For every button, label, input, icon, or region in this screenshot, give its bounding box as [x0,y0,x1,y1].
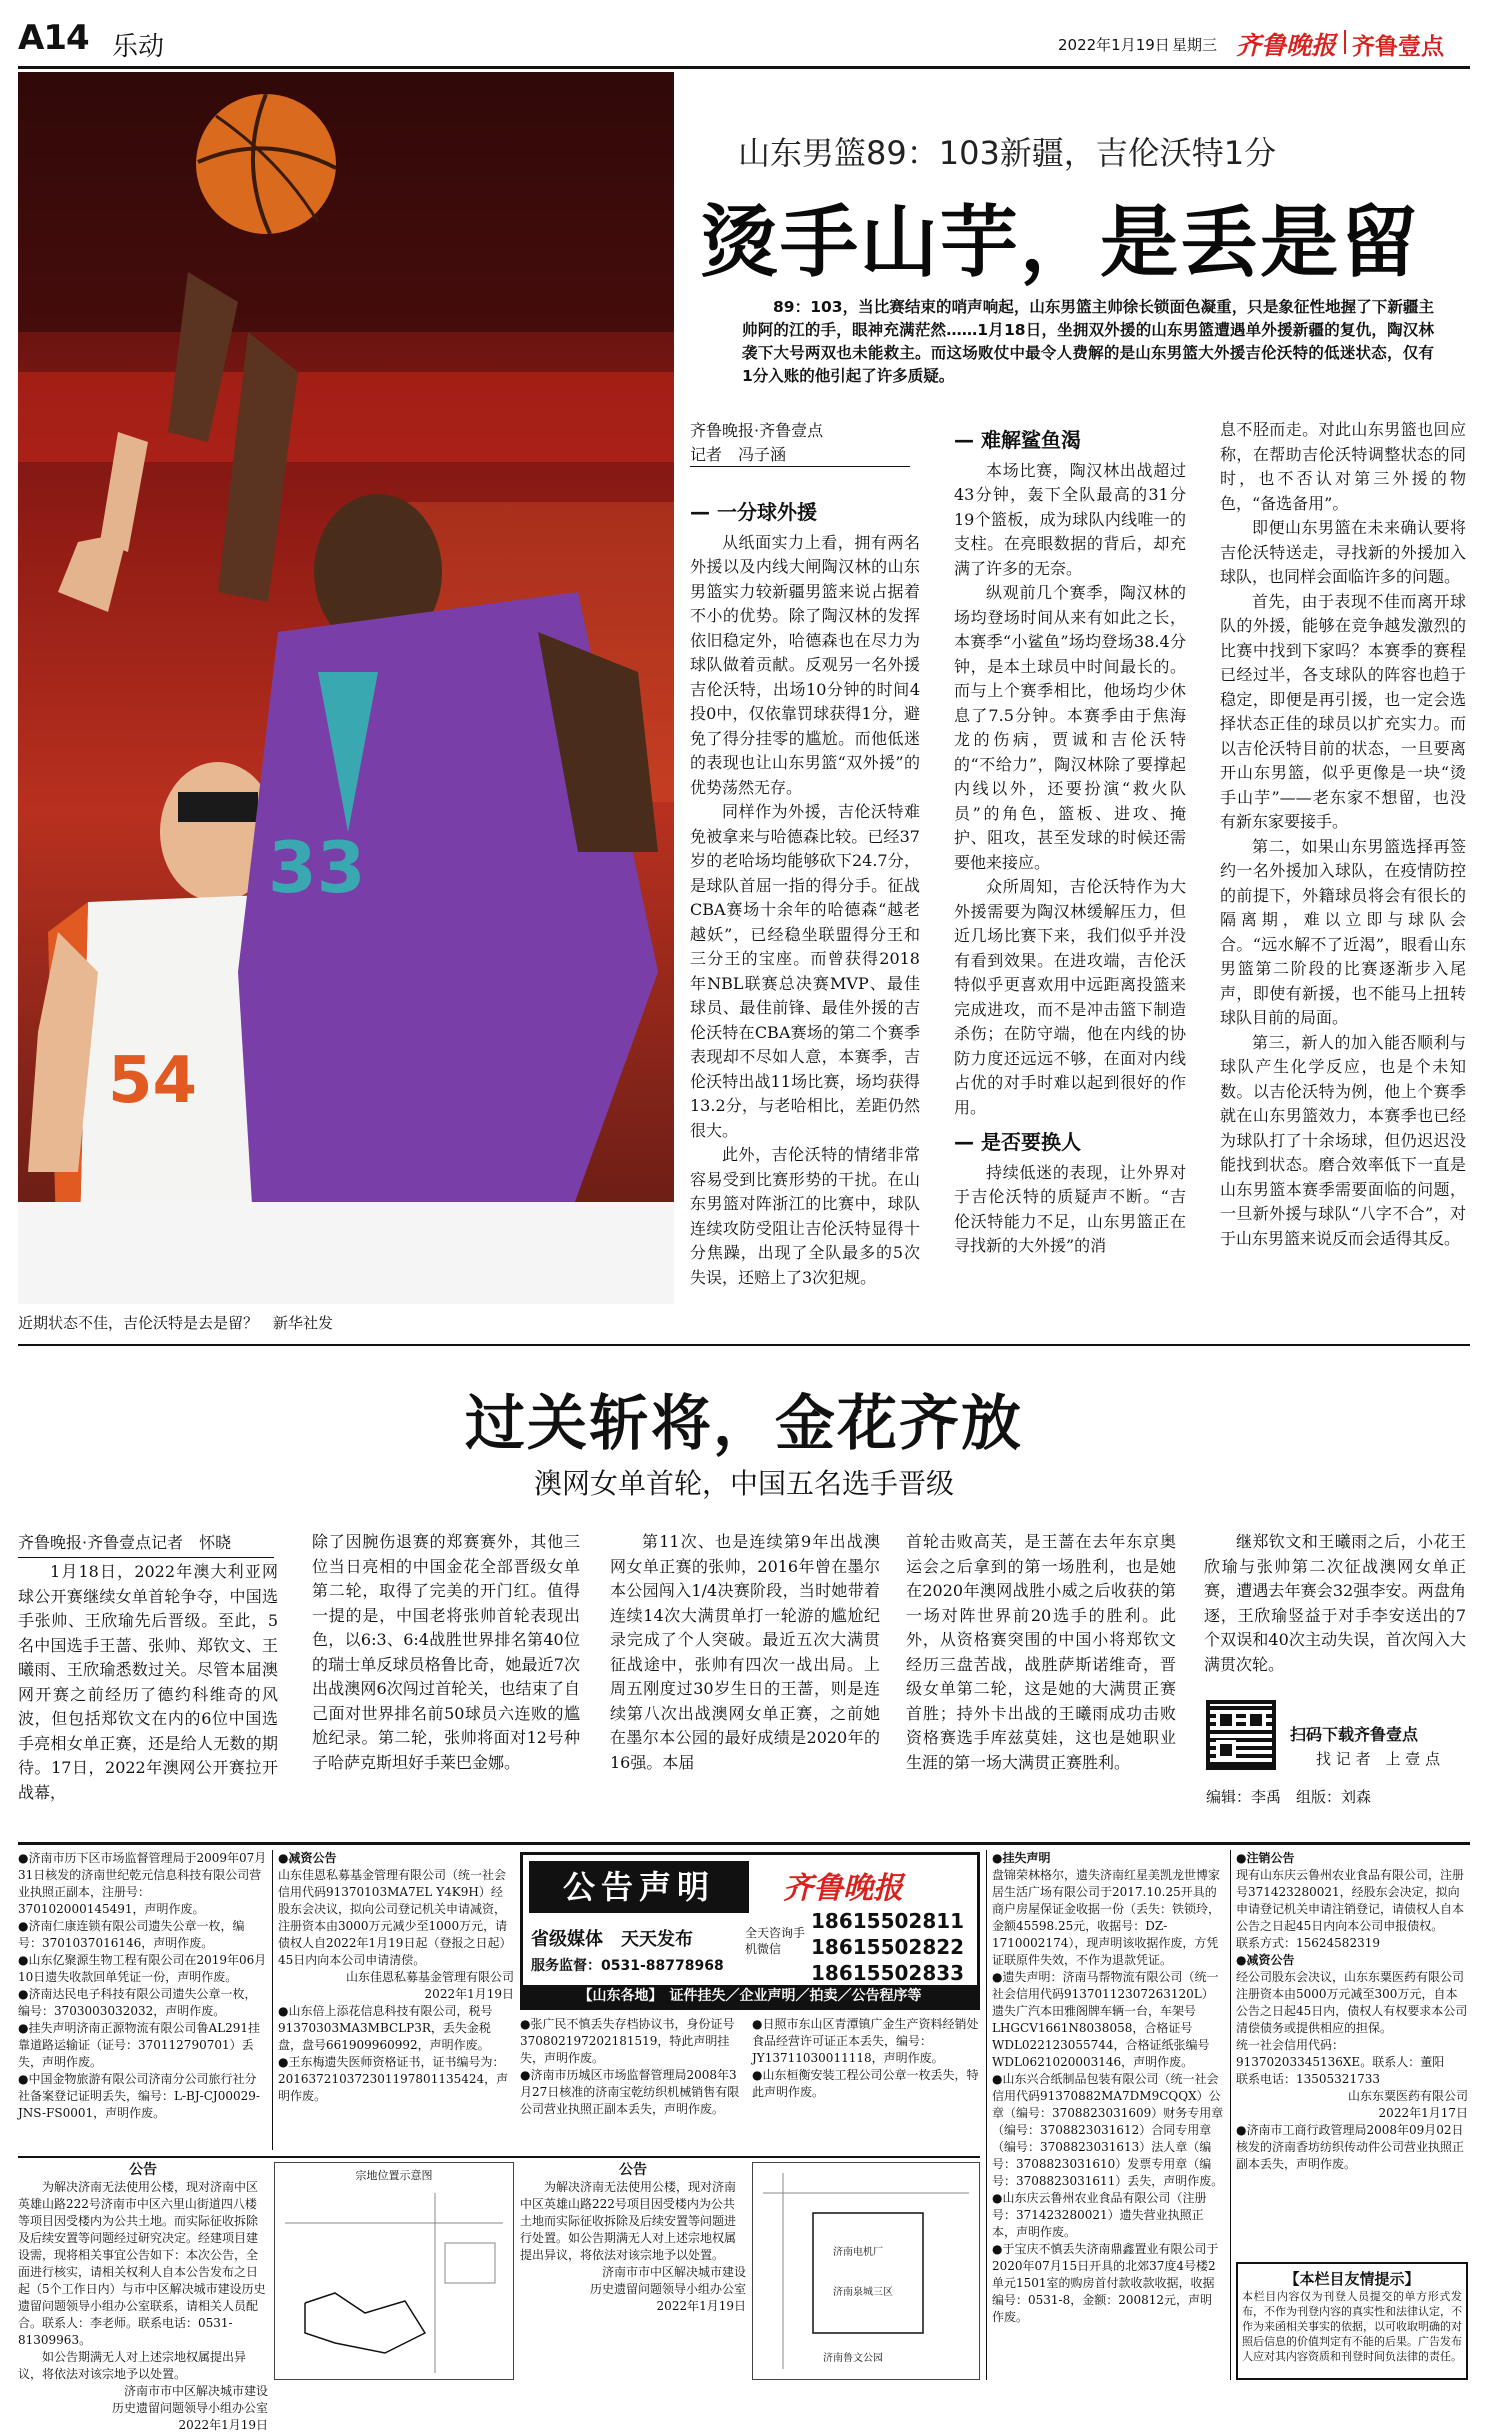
ad-item: 山东东粟医药有限公司 [1347,2089,1468,2103]
basketball-scene [18,72,674,1304]
notice-left-text [18,2162,268,2432]
ad-column-center-2 [752,2016,980,2150]
paragraph: 持续低迷的表现，让外界对于吉伦沃特的质疑声不断。“吉伦沃特能力不足，山东男篮正在寻找新的大外援”的消 [954,1162,1186,1255]
ad-item: ●遗失声明：济南马帮物流有限公司（统一社会信用代码91370112307263120L）遗失广汽本田雅阁牌车辆一台，车架号LHGCV1661N8038058，合格证号WDL022123055744，合格证纸张编号WDL0621020003146，声明作废。 [992,1970,1219,2069]
ad-item: ●挂失声明济南正源物流有限公司鲁AL291挂靠道路运输证（证号：370112790701）丢失，声明作废。 [18,2021,261,2069]
paragraph: 纵观前几个赛季，陶汉林的场均登场时间从来有如此之长，本赛季“小鲨鱼”场均登场38.4分钟，是本土球员中时间最长的。而与上个赛季相比，他场均少休息了7.5分钟。本赛季由于焦海龙的伤病，贾诚和吉伦沃特的“不给力”，陶汉林除了要撑起内线以外，还要扮演“救火队员”的角色，篮板、进攻、掩护、阻攻，甚至发球的时候还需要他来接应。 [954,583,1186,872]
ad-item: 2022年1月19日 [424,1987,514,2001]
story2-col-4 [906,1530,1176,1850]
photo-caption: 近期状态不佳，吉伦沃特是去是留？ 新华社发 [18,1314,334,1332]
ad-column-right-1 [992,1850,1224,2380]
ad-phone[interactable]: 18615502822 [811,1935,965,1959]
notice-sign: 历史遗留问题领导小组办公室 [111,2401,268,2415]
site-plan-drawing [753,2163,979,2379]
ad-heading: ●减资公告 [1236,1953,1295,1967]
story2-col-3 [610,1530,880,1850]
friendly-notice-title: 【本栏目友情提示】 [1284,2270,1420,2288]
ad-item: ●日照市东山区青潭镇广金生产资料经销处食品经营许可证正本丢失，编号：JY13711030011118，声明作废。 [752,2017,979,2065]
paragraph: 第二，如果山东男篮选择再签约一名外援加入球队，在疫情防控的前提下，外籍球员将会有很长的隔离期，难以立即与球队会合。“远水解不了近渴”，眼看山东男篮第二阶段的比赛逐渐步入尾声，即使有新援，也不能马上扭转球队目前的局面。 [1220,836,1466,1027]
paragraph: 息不胫而走。对此山东男篮也回应称，在帮助吉伦沃特调整状态的同时，也不否认对第三外援的物色，“备选备用”。 [1220,420,1466,513]
paragraph: 同样作为外援，吉伦沃特难免被拿来与哈德森比较。已经37岁的老哈场均能够砍下24.7分，是球队首屈一指的得分手。征战CBA赛场十余年的哈德森“越老越妖”，已经稳坐联盟得分王和三分王的宝座。而曾获得2018年NBL联赛总决赛MVP、最佳球员、最佳前锋、最佳外援的吉伦沃特在CBA赛场的第二个赛季表现却不尽如人意，本赛季，吉伦沃特出战11场比赛，场均获得13.2分，与老哈相比，差距仍然很大。 [690,802,920,1140]
map-title: 宗地位置示意图 [355,2169,433,2182]
site-map-right [752,2162,980,2380]
story2-byline: 齐鲁晚报·齐鲁壹点记者 怀晓 [18,1530,274,1558]
ad-divider [1230,1850,1231,2380]
ad-box-tagline: 省级媒体 天天发布 [531,1929,693,1950]
ad-heading: ●挂失声明 [992,1851,1051,1865]
ad-item: ●王东梅遗失医师资格证书，证书编号为：201637210372301197801135424，声明作废。 [278,2055,509,2103]
qr-subcaption: 找 记 者 上 壹 点 [1316,1750,1441,1768]
subhead-1: — 一分球外援 [690,500,920,525]
site-plan-drawing [275,2183,513,2379]
ad-item: 统一社会信用代码：91370203345136XE。联系人：董阳 联系电话：13505321733 [1236,2038,1457,2086]
notice-body: 为解决济南无法使用公楼，现对济南中区英雄山路222号济南市中区六里山街道四八楼等项目因受楼内为公共土地。而实际征收拆除及后续安置等问题经过研究决定。经建项目建设需，现将相关事宜公告如下：本次公告，全面进行核实，请相关权利人自本公告发布之日起（5个工作日内）与市中区解决城市建设历史遗留问题领导小组办公室联系，请相关人员配合。联系人：李老师。联系电话：0531-81309963。 [18,2180,266,2347]
notice-date: 2022年1月19日 [178,2418,268,2432]
ad-heading: ●注销公告 [1236,1851,1295,1865]
subhead-2: — 难解鲨鱼渴 [954,428,1186,453]
ads-top-rule [18,1842,1470,1845]
ad-item: 2022年1月17日 [1378,2106,1468,2120]
ad-divider [272,1850,273,2150]
story2-col-1 [18,1560,278,1850]
svg-text:54: 54 [108,1044,198,1118]
ad-box-title: 公告声明 [529,1861,749,1913]
brand-logo: 齐鲁晚报 [1236,31,1337,60]
ad-item: ●中国金物旅游有限公司济南分公司旅行社分社备案登记证明丢失，编号：L-BJ-CJ00029-JNS-FS0001，声明作废。 [18,2072,260,2120]
ad-item: 经公司股东会决议，山东东粟医药有限公司注册资本由5000万元减至300万元，自本公告之日起45日内，债权人有权要求本公司清偿债务或提供相应的担保。 [1236,1970,1468,2035]
notice-date: 2022年1月19日 [656,2299,746,2313]
paragraph: 首先，由于表现不佳而离开球队的外援，能够在竞争越发激烈的比赛中找到下家吗？本赛季的赛程已经过半，各支球队的阵容也趋于稳定，即便是再引援，也一定会选择状态正佳的球员以扩充实力。而以吉伦沃特目前的状态，一旦要离开山东男篮，似乎更像是一块“烫手山芋”——老东家不想留，也没有新东家要接手。 [1220,591,1466,831]
notice-sign: 济南市市中区解决城市建设 [123,2384,268,2398]
friendly-notice [1236,2262,1468,2380]
qr-caption: 扫码下载齐鲁壹点 [1290,1725,1419,1744]
story2-col-2 [312,1530,580,1850]
story-source: 齐鲁晚报·齐鲁壹点 [690,421,824,440]
ad-box-footer: 【山东各地】 证件挂失／企业声明／拍卖／公告程序等 [523,1985,977,2007]
notice-top-rule [18,2156,980,2158]
ad-item: ●于宝庆不慎丢失济南鼎鑫置业有限公司于2020年07月15日开具的北郊37度4号楼2单元1501室的购房首付款收款收据，收据编号：0531-8，金额：200812元，声明作废。 [992,2242,1219,2324]
story-kicker: 山东男篮89：103新疆，吉伦沃特1分 [738,134,1277,172]
paragraph: 从纸面实力上看，拥有两名外援以及内线大闸陶汉林的山东男篮实力较新疆男篮来说占据着不小的优势。除了陶汉林的发挥依旧稳定外，哈德森也在尽力为球队做着贡献。反观另一名外援吉伦沃特，出场10分钟的时间4投0中，仅依靠罚球获得1分，避免了得分挂零的尴尬。而他低迷的表现也让山东男篮“双外援”的优势荡然无存。 [690,532,920,797]
ad-item: 联系方式：15624582319 [1236,1936,1380,1950]
map-label: 济南泉城三区 [833,2287,893,2298]
brand-logo-divider [1344,30,1346,54]
page-number: A14 [18,18,89,58]
ad-column-center-1 [520,2016,746,2150]
ad-item: ●济南市历城区市场监督管理局2008年3月27日核准的济南宝乾纺织机械销售有限公司营业执照正副本丢失，声明作废。 [520,2068,740,2116]
page-header [0,0,1488,62]
ad-item: ●山东桓衡安装工程公司公章一枚丢失，特此声明作废。 [752,2068,979,2099]
header-rule [18,66,1470,69]
header-date: 2022年1月19日 [1058,36,1170,54]
ad-item: 山东佳恩私募基金管理有限公司（统一社会信用代码91370103MA7EL Y4K9H）经股东会决议，拟向公司登记机关申请减资，注册资本由3000万元减少至1000万元，请债权人自2022年1月19日起（登报之日起）45日内向本公司申请清偿。 [278,1868,512,1967]
qr-code-icon[interactable] [1206,1700,1276,1770]
notice-right-text [520,2162,746,2382]
notice-tail: 如公告期满无人对上述宗地权属提出异议，将依法对该宗地予以处置。 [18,2350,247,2381]
map-label: 济南鲁文公园 [823,2353,883,2364]
ad-item: 盘锦荣林格尔，遗失济南红星美凯龙世博家居生活广场有限公司于2017.10.25开具的商户房屋保证金收据一份（丢失：铁锁玲，金额45598.25元，收据号：DZ-1710002174），现声明该收据作废，方凭证联原件失效，不作为退款凭证。 [992,1868,1221,1967]
map-label: 济南电机厂 [833,2247,883,2258]
ad-item: ●张广民不慎丢失存档协议书，身份证号370802197202181519，特此声明挂失，声明作废。 [520,2017,735,2065]
news-photo [18,72,674,1304]
story-lead: 89：103，当比赛结束的哨声响起，山东男篮主帅徐长锁面色凝重，只是象征性地握了下新疆主帅阿的江的手，眼神充满茫然……1月18日，坐拥双外援的山东男篮遭遇单外援新疆的复仇，陶汉林袭下大号两双也未能救主。而这场败仗中最令人费解的是山东男篮大外援吉伦沃特的低迷状态，仅有1分入账的他引起了许多质疑。 [742,298,1434,385]
ad-column-1 [18,1850,268,2150]
ad-item: ●济南市历下区市场监督管理局于2009年07月31日核发的济南世纪乾元信息科技有限公司营业执照正副本，注册号：370102000145491，声明作废。 [18,1851,267,1916]
paragraph: 首轮击败高芙，是王蔷在去年东京奥运会之后拿到的第一场胜利，也是她在2020年澳网战胜小威之后收获的第一场对阵世界前20选手的胜利。此外，从资格赛突围的中国小将郑钦文经历三盘苦战，战胜萨斯诺维奇，晋级女单第二轮，这是她的大满贯正赛首胜；持外卡出战的王曦雨成功击败资格赛选手库兹莫娃，这也是她职业生涯的第一场大满贯正赛胜利。 [906,1532,1176,1772]
story2-subhead: 澳网女单首轮，中国五名选手晋级 [533,1467,954,1500]
paragraph: 除了因腕伤退赛的郑赛赛外，其他三位当日亮相的中国金花全部晋级女单第二轮，取得了完美的开门红。值得一提的是，中国老将张帅首轮表现出色，以6:3、6:4战胜世界排名第40位的瑞士单反球员格鲁比奇，她最近7次出战澳网6次闯过首轮关，也结束了自己面对世界排名前50球员六连败的尴尬纪录。第二轮，张帅将面对12号种子哈萨克斯坦好手莱巴金娜。 [312,1532,580,1772]
ad-item: 现有山东庆云鲁州农业食品有限公司，注册号371423280021，经股东会决定，拟向申请登记机关申请注销登记，请债权人自本公告之日起45日内向本公司申报债权。 [1236,1868,1465,1933]
notice-body: 为解决济南无法使用公楼，现对济南中区英雄山路222号项目因受楼内为公共土地而实际征收拆除及后续安置等问题进行处置。如公告期满无人对上述宗地权属提出异议，将依法对该宗地予以处置。 [520,2180,737,2262]
paragraph: 第11次、也是连续第9年出战澳网女单正赛的张帅，2016年曾在墨尔本公园闯入1/4决赛阶段，当时她带着连续14次大满贯单打一轮游的尴尬纪录完成了个人突破。最近五次大满贯征战途中，张帅有四次一战出局。上周五刚度过30岁生日的王蔷，则是连续第八次出战澳网女单正赛，之前她在墨尔本公园的最好成绩是2020年的16强。本届 [610,1532,880,1772]
ad-column-2 [278,1850,514,2150]
ad-item: 山东佳恩私募基金管理有限公司 [345,1970,514,1984]
ad-column-right-2 [1236,1850,1468,2250]
site-map-left [274,2162,514,2380]
ad-divider [986,1850,987,2380]
ad-heading: ●减资公告 [278,1851,337,1865]
byline-rule [690,466,910,467]
story2-headline: 过关斩将，金花齐放 [465,1389,1023,1459]
notice-sign: 济南市市中区解决城市建设 [601,2265,746,2279]
brand-logo-2: 齐鲁壹点 [1352,34,1444,60]
ad-item: ●山东亿聚源生物工程有限公司在2019年06月10日遗失收款回单凭证一份，声明作废。 [18,1953,267,1984]
ad-box-brand: 齐鲁晚报 [783,1871,903,1906]
ad-item: ●山东兴合纸制品包装有限公司（统一社会信用代码91370882MA7DM9CQQX）公章（编号：3708823031609）财务专用章（编号：3708823031612）合同专用章（编号：3708823031613）法人章（编号：3708823031610）发票专用章（编号：3708823031611）丢失，声明作废。 [992,2072,1224,2188]
paragraph: 第三，新人的加入能否顺利与球队产生化学反应，也是个未知数。以吉伦沃特为例，他上个赛季就在山东男篮效力，本赛季也已经为球队打了十余场球，但仍迟迟没能找到状态。磨合效率低下一直是山东男篮本赛季需要面临的问题，一旦新外援与球队“八字不合”，对于山东男篮来说反而会适得其反。 [1220,1032,1466,1248]
paragraph: 继郑钦文和王曦雨之后，小花王欣瑜与张帅第二次征战澳网女单正赛，遭遇去年赛会32强李安。两盘角逐，王欣瑜竖益于对手李安送出的7个双误和40次主动失误，首次闯入大满贯次轮。 [1204,1532,1466,1674]
paragraph: 1月18日，2022年澳大利亚网球公开赛继续女单首轮争夺，中国选手张帅、王欣瑜先后晋级。至此，5名中国选手王蔷、张帅、郑钦文、王曦雨、王欣瑜悉数过关。尽管本届澳网开赛之前经历了德约科维奇的风波，但包括郑钦文在内的6位中国选手亮相女单正赛，还是给人无数的期待。17日，2022年澳网公开赛拉开战幕， [18,1562,278,1802]
notice-sign: 历史遗留问题领导小组办公室 [589,2282,746,2296]
ad-box-hotline: 服务监督：0531-88778968 [531,1958,724,1974]
ad-item: ●济南市工商行政管理局2008年09月02日核发的济南香坊纺织传动件公司营业执照正副本丢失，声明作废。 [1236,2123,1465,2171]
paragraph: 此外，吉伦沃特的情绪非常容易受到比赛形势的干扰。在山东男篮对阵浙江的比赛中，球队连续攻防受阻让吉伦沃特显得十分焦躁，出现了全队最多的5次失误，还赔上了3次犯规。 [690,1145,920,1287]
paragraph: 即便山东男篮在未来确认要将吉伦沃特送走，寻找新的外援加入球队，也同样会面临许多的问题。 [1220,518,1466,586]
announcement-ad-box [520,1852,980,2010]
story-col-3 [1220,418,1466,1320]
friendly-notice-text: 本栏目内容仅为刊登人员提交的单方形式发布，不作为刊登内容的真实性和法律认定，不作为来函相关事实的依据，以可收取明确的对照后信息的价值判定有不能的后果。广告发布人应对其内容资质和刊登时间负法律的责任。 [1242,2290,1462,2363]
story-col-1 [690,490,920,1320]
section-name: 乐动 [112,32,165,62]
story2-col-5 [1204,1530,1466,1690]
ad-item: ●山东庆云鲁州农业食品有限公司（注册号：371423280021）遗失营业执照正本，声明作废。 [992,2191,1207,2239]
story-reporter: 记者 冯子涵 [690,445,787,464]
ad-phone[interactable]: 18615502833 [811,1961,965,1985]
story-col-2 [954,418,1186,1320]
notice-title: 公告 [129,2162,157,2178]
ad-item: ●山东倍上添花信息科技有限公司，税号91370303MA3MBCLP3R，丢失金税盘，盘号661909960992，声明作废。 [278,2004,493,2052]
subhead-3: — 是否要换人 [954,1130,1186,1155]
ad-item: ●济南达民电子科技有限公司遗失公章一枚，编号：3703003032032，声明作废。 [18,1987,257,2018]
svg-text:33: 33 [268,827,366,909]
section-divider [18,1344,1470,1346]
notice-title: 公告 [619,2162,647,2178]
paragraph: 本场比赛，陶汉林出战超过43分钟，轰下全队最高的31分19个篮板，成为球队内线唯一的支柱。在亮眼数据的背后，却充满了许多的无奈。 [954,460,1186,578]
editor-credit: 编辑：李禹 组版：刘森 [1206,1788,1372,1806]
ad-box-tag2: 全天咨询手机微信 [745,1926,806,1956]
story-headline: 烫手山芋，是丢是留 [700,197,1421,288]
ad-item: ●济南仁康连锁有限公司遗失公章一枚，编号：3701037016146，声明作废。 [18,1919,245,1950]
ad-phone[interactable]: 18615502811 [811,1909,965,1933]
paragraph: 众所周知，吉伦沃特作为大外援需要为陶汉林缓解压力，但近几场比赛下来，我们似乎并没有看到效果。在进攻端，吉伦沃特似乎更喜欢用中远距离投篮来完成进攻，而不是冲击篮下制造杀伤；在防守端，他在内线的协防力度还远远不够，在面对内线占优的对手时难以起到很好的作用。 [954,877,1186,1117]
header-weekday: 星期三 [1172,36,1218,54]
